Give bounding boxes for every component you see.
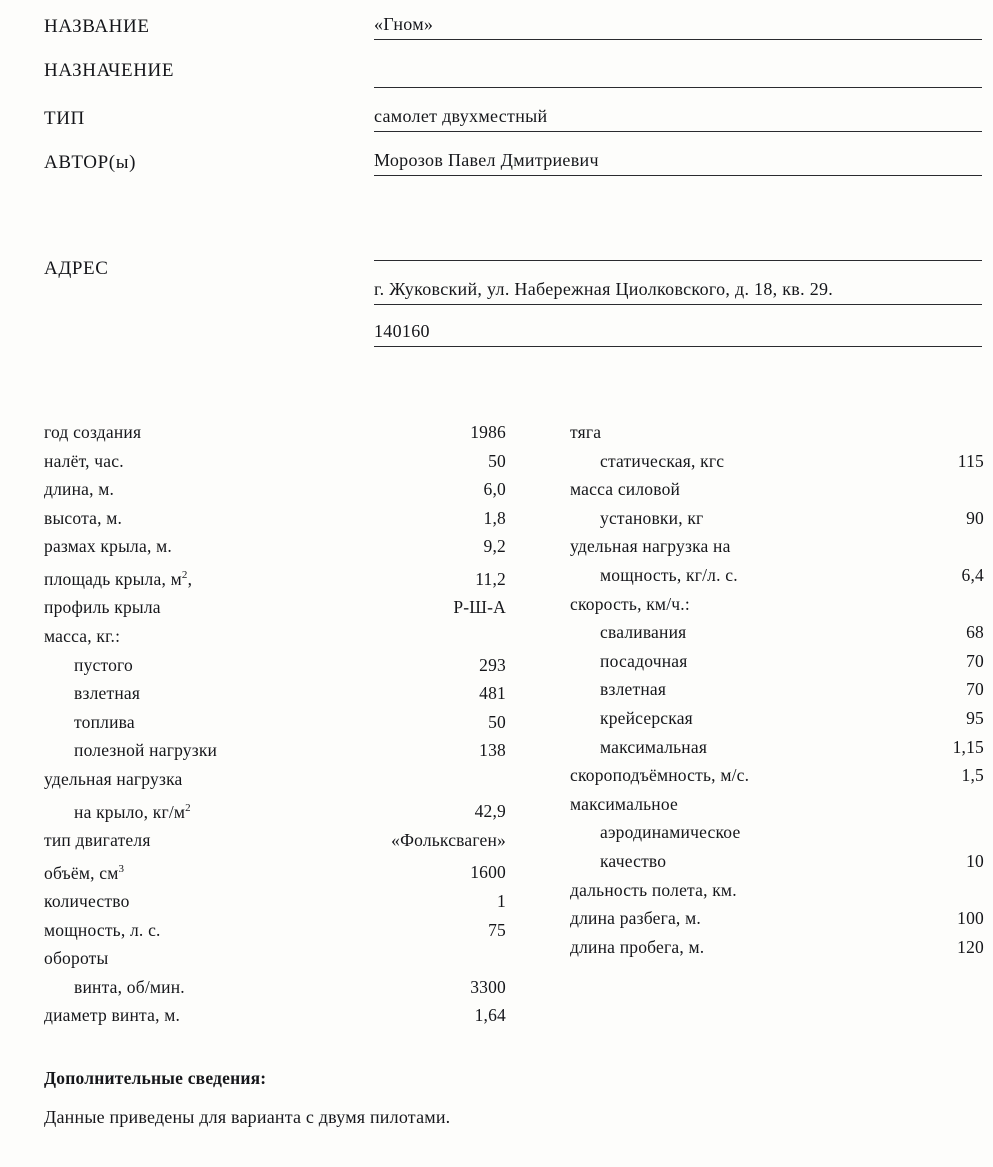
spec-row bbox=[44, 794, 514, 826]
spec-row bbox=[570, 590, 984, 619]
spec-row bbox=[44, 593, 514, 622]
spec-value: 100 bbox=[957, 908, 984, 929]
spec-key: год создания bbox=[44, 422, 142, 442]
spec-value: 70 bbox=[966, 679, 984, 700]
spec-key: удельная нагрузка на bbox=[570, 536, 731, 557]
spec-row bbox=[44, 504, 514, 533]
form-rule-type bbox=[374, 131, 982, 132]
form-value-author: Морозов Павел Дмитриевич bbox=[374, 150, 599, 170]
form-rule-name bbox=[374, 39, 982, 40]
spec-value: Р-Ш-А bbox=[453, 597, 506, 618]
spec-row bbox=[44, 651, 514, 680]
spec-value: 11,2 bbox=[475, 568, 506, 589]
form-rule-address-top bbox=[374, 260, 982, 261]
spec-row bbox=[570, 733, 984, 762]
spec-key: качество bbox=[600, 850, 667, 871]
spec-key: топлива bbox=[74, 711, 135, 732]
spec-value: 1,64 bbox=[474, 1005, 506, 1026]
form-label-purpose: НАЗНАЧЕНИЕ bbox=[44, 60, 175, 81]
spec-row bbox=[44, 532, 514, 561]
spec-row bbox=[570, 418, 984, 447]
spec-key: диаметр винта, м. bbox=[44, 1005, 181, 1026]
notes-text: Данные приведены для варианта с двумя пилотами. bbox=[44, 1107, 451, 1127]
spec-value: 50 bbox=[488, 450, 506, 471]
spec-value: 481 bbox=[479, 683, 506, 704]
spec-key: налёт, час. bbox=[44, 450, 124, 471]
spec-value: 293 bbox=[479, 654, 506, 675]
spec-key: высота, м. bbox=[44, 507, 123, 528]
spec-key: профиль крыла bbox=[44, 597, 161, 618]
form-row-name bbox=[44, 14, 982, 40]
spec-key: скороподъёмность, м/с. bbox=[570, 765, 750, 786]
spec-value: 1,8 bbox=[483, 507, 506, 528]
spec-value: 50 bbox=[488, 711, 506, 732]
spec-key: мощность, л. с. bbox=[44, 919, 161, 940]
form-value-address: г. Жуковский, ул. Набережная Циолковского, д. 18, кв. 29. bbox=[374, 279, 834, 299]
spec-value: 115 bbox=[957, 450, 984, 471]
spec-row bbox=[44, 916, 514, 945]
spec-key: дальность полета, км. bbox=[570, 879, 737, 900]
spec-row bbox=[44, 561, 514, 593]
form-rule-zip bbox=[374, 346, 982, 347]
spec-row bbox=[570, 647, 984, 676]
form-row-address bbox=[44, 232, 982, 347]
form-rule-author bbox=[374, 175, 982, 176]
address-spacer bbox=[374, 232, 982, 260]
spec-row bbox=[570, 904, 984, 933]
spec-row bbox=[570, 790, 984, 819]
spec-value: 6,4 bbox=[961, 564, 984, 585]
spec-row bbox=[44, 447, 514, 476]
spec-key: длина разбега, м. bbox=[570, 908, 701, 929]
form-row-type bbox=[44, 106, 982, 132]
form-label-type: ТИП bbox=[44, 108, 85, 129]
spec-row bbox=[570, 818, 984, 847]
spec-row bbox=[44, 973, 514, 1002]
spec-row bbox=[44, 1001, 514, 1030]
specs-column-left bbox=[44, 418, 514, 1030]
spec-key: площадь крыла, $м^2$, bbox=[44, 568, 193, 589]
spec-value: 9,2 bbox=[483, 536, 506, 557]
spec-value: 95 bbox=[966, 707, 984, 728]
spec-key: пустого bbox=[74, 654, 133, 675]
spec-key: взлетная bbox=[600, 679, 667, 700]
spec-key: установки, кг bbox=[600, 507, 704, 528]
spec-value: 68 bbox=[966, 622, 984, 643]
spec-key: мощность, кг/л. с. bbox=[600, 564, 738, 585]
spec-row bbox=[570, 704, 984, 733]
form-row-author bbox=[44, 150, 982, 176]
spec-value: «Фольксваген» bbox=[391, 829, 506, 850]
form-value-type: самолет двухместный bbox=[374, 106, 548, 126]
notes-title: Дополнительные сведения: bbox=[44, 1068, 267, 1088]
spec-key: масса, кг.: bbox=[44, 625, 121, 646]
spec-value: 6,0 bbox=[483, 479, 506, 500]
specs-column-right bbox=[514, 418, 984, 1030]
spec-row bbox=[570, 876, 984, 905]
spec-key: количество bbox=[44, 890, 130, 911]
spec-value: 120 bbox=[957, 936, 984, 957]
spec-row bbox=[44, 679, 514, 708]
spec-row bbox=[570, 847, 984, 876]
spec-key: удельная нагрузка bbox=[44, 768, 183, 789]
spec-row bbox=[570, 618, 984, 647]
spec-row bbox=[570, 475, 984, 504]
spec-key: максимальная bbox=[600, 736, 708, 757]
form-field-purpose bbox=[374, 58, 982, 88]
spec-key: объём, $см^3$ bbox=[44, 862, 125, 883]
aircraft-info-form bbox=[44, 14, 982, 347]
spec-row bbox=[44, 944, 514, 973]
spec-value: 90 bbox=[966, 507, 984, 528]
spec-value: 1600 bbox=[470, 862, 506, 883]
spec-row bbox=[44, 887, 514, 916]
form-field-author bbox=[374, 150, 982, 176]
spec-row bbox=[570, 675, 984, 704]
spec-value: 1986 bbox=[470, 422, 506, 442]
spec-key: максимальное bbox=[570, 793, 679, 814]
spec-value: 75 bbox=[488, 919, 506, 940]
form-value-name: «Гном» bbox=[374, 14, 434, 34]
spec-key: взлетная bbox=[74, 683, 141, 704]
spec-value: 1 bbox=[497, 890, 506, 911]
spec-key: длина пробега, м. bbox=[570, 936, 705, 957]
spec-row bbox=[44, 622, 514, 651]
form-rule-purpose bbox=[374, 87, 982, 88]
form-row-purpose bbox=[44, 58, 982, 88]
spec-key: полезной нагрузки bbox=[74, 740, 218, 761]
spec-row bbox=[44, 855, 514, 887]
form-label-name: НАЗВАНИЕ bbox=[44, 16, 150, 37]
spec-key: статическая, кгс bbox=[600, 450, 725, 471]
spec-key: длина, м. bbox=[44, 479, 115, 500]
spec-key: тяга bbox=[570, 422, 602, 442]
form-field-type bbox=[374, 106, 982, 132]
spec-row bbox=[44, 826, 514, 855]
spec-key: тип двигателя bbox=[44, 829, 151, 850]
spec-key: аэродинамическое bbox=[600, 822, 741, 843]
spec-row bbox=[570, 761, 984, 790]
spec-key: обороты bbox=[44, 948, 109, 969]
spec-value: 10 bbox=[966, 850, 984, 871]
spec-row bbox=[570, 504, 984, 533]
spec-key: скорость, км/ч.: bbox=[570, 593, 690, 614]
spec-row bbox=[570, 561, 984, 590]
spec-row bbox=[44, 475, 514, 504]
spec-value: 70 bbox=[966, 650, 984, 671]
spec-value: 1,5 bbox=[961, 765, 984, 786]
spec-key: размах крыла, м. bbox=[44, 536, 172, 557]
form-value-zip: 140160 bbox=[374, 321, 430, 341]
spec-key: масса силовой bbox=[570, 479, 681, 500]
spec-row bbox=[44, 736, 514, 765]
spec-key: посадочная bbox=[600, 650, 688, 671]
spec-row bbox=[570, 933, 984, 962]
form-field-address bbox=[374, 232, 982, 347]
form-label-author: АВТОР(ы) bbox=[44, 152, 137, 173]
form-rule-address bbox=[374, 304, 982, 305]
spec-key: сваливания bbox=[600, 622, 687, 643]
spec-value: 138 bbox=[479, 740, 506, 761]
specifications-table bbox=[44, 418, 984, 1030]
form-label-address: АДРЕС bbox=[44, 258, 109, 279]
spec-value: 1,15 bbox=[952, 736, 984, 757]
spec-row bbox=[570, 447, 984, 476]
form-field-name bbox=[374, 14, 982, 40]
spec-key: винта, об/мин. bbox=[74, 976, 185, 997]
spec-value: 42,9 bbox=[474, 801, 506, 822]
form-value-purpose bbox=[374, 58, 982, 87]
spec-key: крейсерская bbox=[600, 707, 693, 728]
spec-key: на крыло, $кг/м^2$ bbox=[74, 801, 191, 822]
spec-row bbox=[44, 418, 514, 447]
spec-row bbox=[44, 708, 514, 737]
spec-row bbox=[570, 532, 984, 561]
spec-value: 3300 bbox=[470, 976, 506, 997]
additional-notes bbox=[44, 1068, 944, 1128]
spec-row bbox=[44, 765, 514, 794]
